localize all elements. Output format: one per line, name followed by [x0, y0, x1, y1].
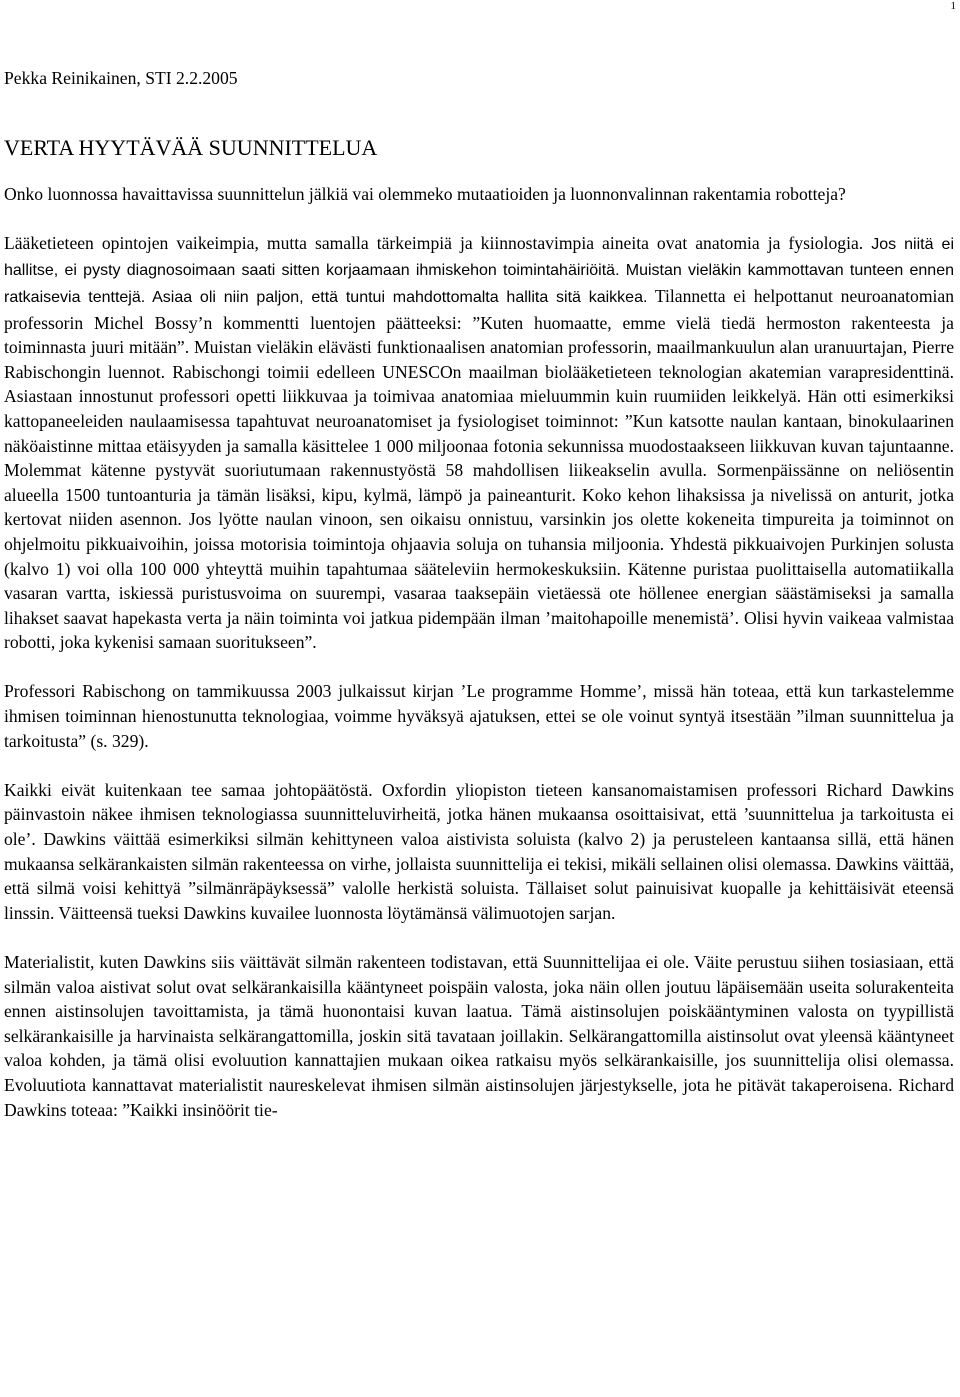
paragraph-4: Materialistit, kuten Dawkins siis väittävät silmän rakenteen todistavan, että Suunnittelijaa ei ole. Väite perustuu siihen tosiasiaan, että silmän valoa aistivat solut ovat selkärankaisilla kääntyneet poispäin valosta, joka näin ollen joutuu läpäisemään useita solurakenteita ennen aistinsolujen tavoittamista, ja tämä huonontaisi kuvan laatua. Tämä aistinsolujen poiskääntyminen valosta on tyypillistä selkärankaisille ja harvinaista selkärangattomilla, joskin sitä tavataan joillakin. Selkärangattomilla aistinsolut ovat yleensä kääntyneet valoa kohden, ja tämä olisi evoluution kannattajien mukaan oikea ratkaisu myös selkärankaisille, jos suunnittelija olisi olemassa. Evoluutiota kannattavat materialistit naureskelevat ihmisen silmän aistinsolujen järjestykselle, jota he pitävät takaperoisena. Richard Dawkins toteaa: ”Kaikki insinöörit tie-: [4, 952, 954, 1120]
paragraph-2: Professori Rabischong on tammikuussa 2003 julkaissut kirjan ’Le programme Homme’, missä hän toteaa, että kun tarkastelemme ihmisen toiminnan hienostunutta teknologiaa, voimme hyväksyä ajatuksen, ettei se ole voinut syntyä itsestään ”ilman suunnittelua ja tarkoitusta” (s. 329).: [4, 681, 954, 751]
paragraph-1-sentence-1: Lääketieteen opintojen vaikeimpia, mutta samalla tärkeimpiä ja kiinnostavimpia aineita ovat anatomia ja fysiologia.: [4, 232, 864, 253]
paragraph-3: Kaikki eivät kuitenkaan tee samaa johtopäätöstä. Oxfordin yliopiston tieteen kansanomaistamisen professori Richard Dawkins päinvastoin näkee ihmisen teknologiassa suunnitteluvirheitä, jotka hänen mukaansa osoittaisivat, että ’suunnittelua ja tarkoitusta ei ole’. Dawkins väittää esimerkiksi silmän kehittyneen valoa aistivista soluista (kalvo 2) ja perusteleen kantaansa sillä, että hänen mukaansa selkärankaisten silmän rakenteessa on virhe, jollaista suunnittelija ei tekisi, mikäli sellainen olisi olemassa. Dawkins väittää, että silmä voisi kehittyä ”silmänräpäyksessä” valolle herkistä soluista. Tällaiset solut painuisivat kuopalle ja kehittäisivät eteensä linssin. Väitteensä tueksi Dawkins kuvailee luonnosta löytämänsä välimuotojen sarjan.: [4, 779, 954, 923]
page-number: 1: [950, 0, 956, 12]
paragraph-1-sentence-3: Tilannetta ei helpottanut neuroanatomian professorin Michel Bossy’n kommentti luentojen päätteeksi: ”Kuten huomaatte, emme vielä tiedä hermoston rakenteesta ja toiminnasta juuri mitään”. Muistan vieläkin elävästi funktionaalisen anatomian professorin, maailmankuulun alan uranuurtajan, Pierre Rabischongin luennot. Rabischongi toimii edelleen UNESCOn maailman biolääketieteen teknologian akatemian varapresidenttinä. Asiastaan innostunut professori opetti liikkuvaa ja toimivaa anatomiaa mieluummin kuin ruumiiden leikkelyä. Hän otti esimerkiksi kattopaneeleiden naulaamisessa tapahtuvat neuroanatomiset ja fysiologiset toiminnot: ”Kun katsotte naulan kantaan, binokulaarinen näköaistinne mittaa etäisyyden ja samalla käsittelee 1 000 miljoonaa fotonia sekunnissa muodostaakseen liikkuvan kuvan tajuntaanne. Molemmat kätenne pystyvät suoriutumaan rakennustyöstä 58 mahdollisen liikeakselin avulla. Sormenpäissänne on neliösentin alueella 1500 tuntoanturia ja tämän lisäksi, kipu, kylmä, lämpö ja paineanturit. Koko kehon lihaksissa ja nivelissä on anturit, jotka kertovat niiden asennon. Jos lyötte naulan vinoon, sen oikaisu onnistuu, varsinkin jos olette kokeneita timpureita ja toiminnot on ohjelmoitu pikkuaivoihin, joissa motorisia toimintoja ohjaavia soluja on tuhansia miljoonia. Yhdestä pikkuaivojen Purkinjen solusta (kalvo 1) voi olla 100 000 yhteyttä muihin tapahtumaa sääteleviin hermokeskuksiin. Kätenne puristaa puolittaisella automatiikalla vasaran vartta, iskiessä puristusvoima on suurempi, vasaraa taaksepäin vietäessä ote höllenee energian säästämiseksi ja samalla lihakset saavat hapekasta verta ja näin toiminta voi jatkua pidempään ilman ’maitohapoille menemistä’. Olisi hyvin vaikeaa valmistaa robotti, joka kykenisi samaan suoritukseen”.: [4, 285, 954, 653]
document-body: [4, 66, 954, 1122]
document-title: VERTA HYYTÄVÄÄ SUUNNITTELUA: [4, 134, 378, 160]
paragraph-1-sentence-2: Jos niitä ei hallitse, ei pysty diagnosoimaan saati sitten korjaamaan ihmiskehon toimintahäiriöitä. Muistan vieläkin kammottavan tunteen ennen ratkaisevia tenttejä. Asiaa oli niin paljon, että tuntui mahdottomalta hallita sitä kaikkea.: [4, 235, 954, 306]
paragraph-1: [4, 231, 954, 655]
byline: Pekka Reinikainen, STI 2.2.2005: [4, 68, 238, 88]
lead-paragraph: Onko luonnossa havaittavissa suunnittelun jälkiä vai olemmeko mutaatioiden ja luonnonvalinnan rakentamia robotteja?: [4, 183, 846, 204]
